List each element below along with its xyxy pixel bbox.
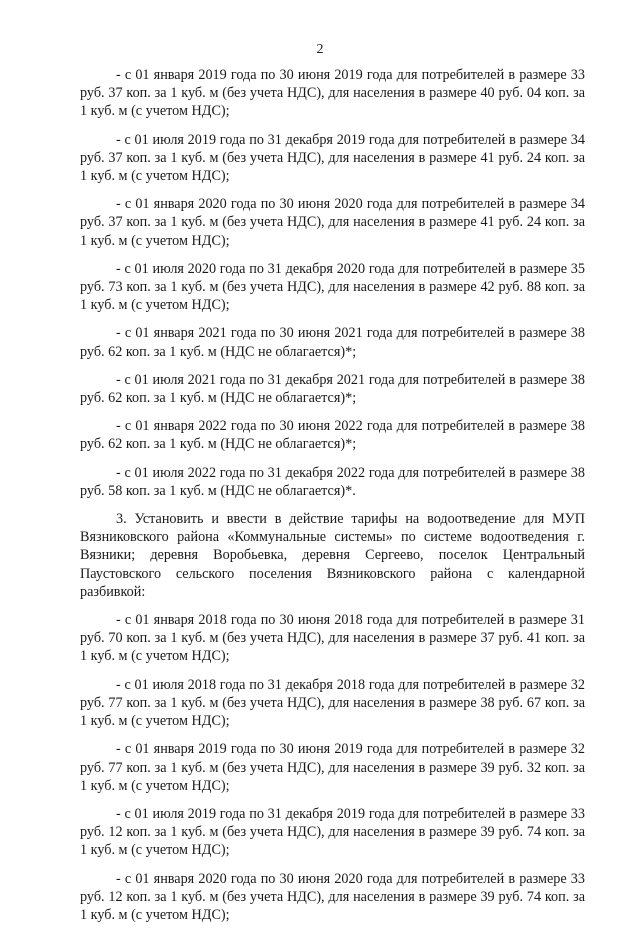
tariff-paragraph: - с 01 января 2022 года по 30 июня 2022 года для потребителей в размере 38 руб. 62 коп. за 1 куб. м (НДС не облагается)*; xyxy=(80,418,585,453)
tariff-paragraph: - с 01 января 2019 года по 30 июня 2019 года для потребителей в размере 32 руб. 77 коп. за 1 куб. м (без учета НДС), для населения в размере 39 руб. 32 коп. за 1 куб. м (с учетом НДС); xyxy=(80,741,585,794)
section-3-paragraph: 3. Установить и ввести в действие тарифы на водоотведение для МУП Вязниковского района «Коммунальные системы» по системе водоотведения г. Вязники; деревня Воробьевка, деревня Сергеево, поселок Центральный Паустовского сельского поселения Вязниковского района с календарной разбивкой: xyxy=(80,511,585,600)
tariff-paragraph: - с 01 января 2019 года по 30 июня 2019 года для потребителей в размере 33 руб. 37 коп. за 1 куб. м (без учета НДС), для населения в размере 40 руб. 04 коп. за 1 куб. м (с учетом НДС); xyxy=(80,67,585,120)
tariff-paragraph: - с 01 июля 2018 года по 31 декабря 2018 года для потребителей в размере 32 руб. 77 коп. за 1 куб. м (без учета НДС), для населения в размере 38 руб. 67 коп. за 1 куб. м (с учетом НДС); xyxy=(80,676,585,730)
tariff-paragraph: - с 01 января 2020 года по 30 июня 2020 года для потребителей в размере 33 руб. 12 коп. за 1 куб. м (без учета НДС), для населения в размере 39 руб. 74 коп. за 1 куб. м (с учетом НДС); xyxy=(80,870,585,923)
tariff-paragraph: - с 01 января 2021 года по 30 июня 2021 года для потребителей в размере 38 руб. 62 коп. за 1 куб. м (НДС не облагается)*; xyxy=(80,325,585,360)
tariff-paragraph: - с 01 июля 2019 года по 31 декабря 2019 года для потребителей в размере 34 руб. 37 коп. за 1 куб. м (без учета НДС), для населения в размере 41 руб. 24 коп. за 1 куб. м (с учетом НДС); xyxy=(80,131,585,185)
tariff-paragraph: - с 01 января 2018 года по 30 июня 2018 года для потребителей в размере 31 руб. 70 коп. за 1 куб. м (без учета НДС), для населения в размере 37 руб. 41 коп. за 1 куб. м (с учетом НДС); xyxy=(80,612,585,665)
document-body xyxy=(80,66,585,934)
tariff-paragraph: - с 01 июля 2020 года по 31 декабря 2020 года для потребителей в размере 35 руб. 73 коп. за 1 куб. м (без учета НДС), для населения в размере 42 руб. 88 коп. за 1 куб. м (с учетом НДС); xyxy=(80,260,585,314)
tariff-paragraph: - с 01 июля 2019 года по 31 декабря 2019 года для потребителей в размере 33 руб. 12 коп. за 1 куб. м (без учета НДС), для населения в размере 39 руб. 74 коп. за 1 куб. м (с учетом НДС); xyxy=(80,805,585,859)
tariff-paragraph: - с 01 января 2020 года по 30 июня 2020 года для потребителей в размере 34 руб. 37 коп. за 1 куб. м (без учета НДС), для населения в размере 41 руб. 24 коп. за 1 куб. м (с учетом НДС); xyxy=(80,196,585,249)
tariff-paragraph: - с 01 июля 2022 года по 31 декабря 2022 года для потребителей в размере 38 руб. 58 коп. за 1 куб. м (НДС не облагается)*. xyxy=(80,464,585,499)
tariff-paragraph: - с 01 июля 2021 года по 31 декабря 2021 года для потребителей в размере 38 руб. 62 коп. за 1 куб. м (НДС не облагается)*; xyxy=(80,371,585,407)
page-number: 2 xyxy=(316,42,324,57)
